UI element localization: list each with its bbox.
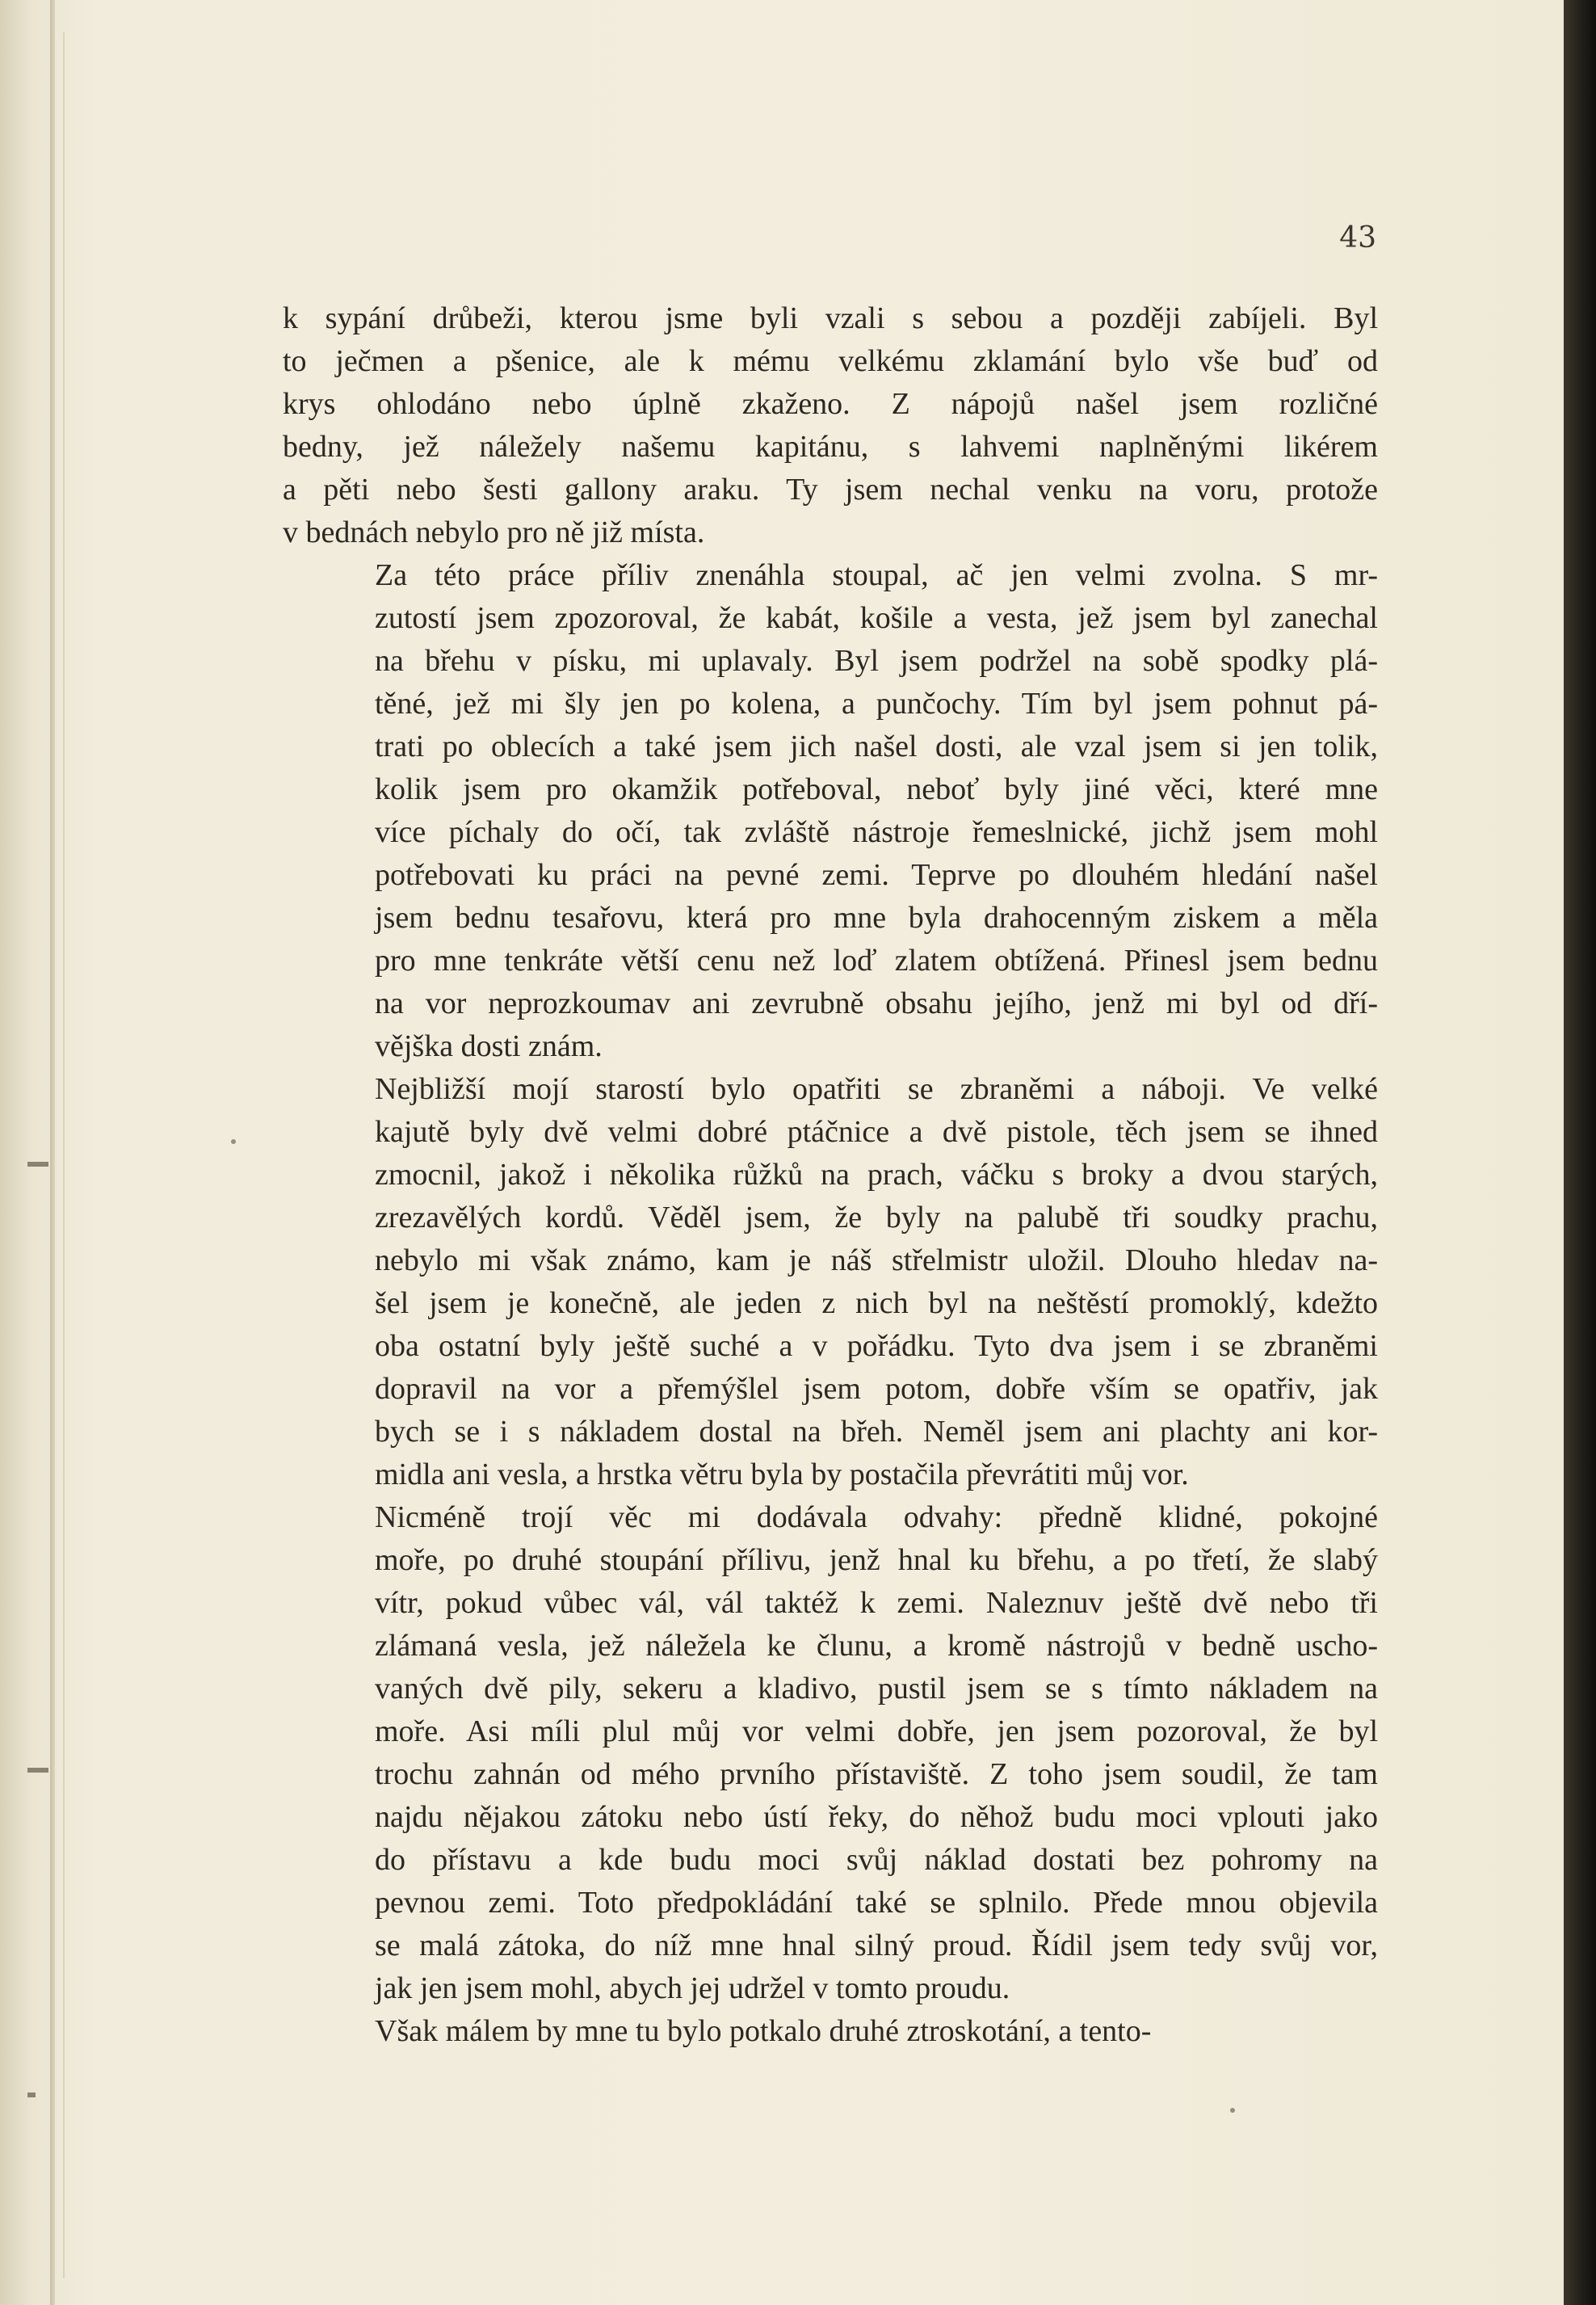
text-line: zutostí jsem zpozoroval, že kabát, košile a vesta, jež jsem byl zanechal [375, 601, 1378, 635]
text-line: dopravil na vor a přemýšlel jsem potom, dobře vším se opatřiv, jak [375, 1372, 1378, 1406]
text-line: vaných dvě pily, sekeru a kladivo, pustil jsem se s tímto nákladem na [375, 1672, 1378, 1706]
text-line: do přístavu a kde budu moci svůj náklad dostati bez pohromy na [375, 1843, 1378, 1877]
paragraph [283, 1496, 1378, 2010]
text-line: Však málem by mne tu bylo potkalo druhé ztroskotání, a tento- [375, 2014, 1152, 2048]
text-line: bych se i s nákladem dostal na břeh. Neměl jsem ani plachty ani kor- [375, 1415, 1378, 1449]
text-line: potřebovati ku práci na pevné zemi. Teprve po dlouhém hledání našel [375, 858, 1378, 892]
text-line: moře. Asi míli plul můj vor velmi dobře, jen jsem pozoroval, že byl [375, 1714, 1378, 1748]
text-line: se malá zátoka, do níž mne hnal silný proud. Řídil jsem tedy svůj vor, [375, 1929, 1378, 1962]
text-line: moře, po druhé stoupání přílivu, jenž hnal ku břehu, a po třetí, že slabý [375, 1543, 1378, 1577]
text-line: v bednách nebylo pro ně již místa. [283, 515, 705, 549]
text-line: zmocnil, jakož i několika růžků na prach, váčku s broky a dvou starých, [375, 1158, 1378, 1192]
margin-mark [27, 1768, 48, 1773]
margin-mark [27, 1162, 48, 1167]
scan-edge-shadow [1564, 0, 1596, 2305]
text-line: jak jen jsem mohl, abych jej udržel v tomto proudu. [375, 1971, 1010, 2005]
text-line: krys ohlodáno nebo úplně zkaženo. Z nápojů našel jsem rozličné [283, 387, 1378, 421]
text-line: těné, jež mi šly jen po kolena, a punčochy. Tím byl jsem pohnut pá- [375, 687, 1378, 721]
text-line: zrezavělých kordů. Věděl jsem, že byly na palubě tři soudky prachu, [375, 1201, 1378, 1235]
text-line: trati po oblecích a také jsem jich našel dosti, ale vzal jsem si jen tolik, [375, 730, 1378, 763]
text-line: vítr, pokud vůbec vál, vál taktéž k zemi. Naleznuv ještě dvě nebo tři [375, 1586, 1378, 1620]
text-line: midla ani vesla, a hrstka větru byla by postačila převrátiti můj vor. [375, 1457, 1189, 1491]
text-line: k sypání drůbeži, kterou jsme byli vzali s sebou a později zabíjeli. Byl [283, 301, 1378, 335]
text-line: více píchaly do očí, tak zvláště nástroje řemeslnické, jichž jsem mohl [375, 815, 1378, 849]
body-text [283, 297, 1378, 2053]
paragraph [283, 297, 1378, 554]
text-line: na vor neprozkoumav ani zevrubně obsahu jejího, jenž mi byl od dří- [375, 986, 1378, 1020]
text-line: zlámaná vesla, jež náležela ke člunu, a kromě nástrojů v bedně uscho- [375, 1629, 1378, 1663]
text-line: jsem bednu tesařovu, která pro mne byla drahocenným ziskem a měla [375, 901, 1378, 935]
text-line: to ječmen a pšenice, ale k mému velkému zklamání bylo vše buď od [283, 344, 1378, 378]
text-line: Za této práce příliv znenáhla stoupal, ač jen velmi zvolna. S mr- [375, 558, 1378, 592]
text-line: Nicméně trojí věc mi dodávala odvahy: předně klidné, pokojné [375, 1500, 1378, 1534]
paragraph [283, 1068, 1378, 1496]
text-line: pevnou zemi. Toto předpokládání také se splnilo. Přede mnou objevila [375, 1886, 1378, 1920]
text-line: bedny, jež náležely našemu kapitánu, s lahvemi naplněnými likérem [283, 430, 1378, 464]
text-line: trochu zahnán od mého prvního přístaviště. Z toho jsem soudil, že tam [375, 1757, 1378, 1791]
text-line: vějška dosti znám. [375, 1029, 603, 1063]
binding-gutter [50, 0, 55, 2305]
binding-fold-line [63, 32, 65, 2278]
paper-speck [231, 1139, 236, 1144]
text-line: Nejbližší mojí starostí bylo opatřiti se zbraněmi a náboji. Ve velké [375, 1072, 1378, 1106]
page-number: 43 [1339, 221, 1376, 254]
text-line: nebylo mi však známo, kam je náš střelmistr uložil. Dlouho hledav na- [375, 1243, 1378, 1277]
paragraph [283, 554, 1378, 1068]
text-line: kolik jsem pro okamžik potřeboval, neboť byly jiné věci, které mne [375, 772, 1378, 806]
text-line: kajutě byly dvě velmi dobré ptáčnice a dvě pistole, těch jsem se ihned [375, 1115, 1378, 1149]
text-line: najdu nějakou zátoku nebo ústí řeky, do něhož budu moci vplouti jako [375, 1800, 1378, 1834]
margin-mark [27, 2093, 36, 2097]
text-line: šel jsem je konečně, ale jeden z nich byl na neštěstí promoklý, kdežto [375, 1286, 1378, 1320]
paragraph [283, 2010, 1378, 2053]
text-line: a pěti nebo šesti gallony araku. Ty jsem nechal venku na voru, protože [283, 473, 1378, 507]
text-line: pro mne tenkráte větší cenu než loď zlatem obtížená. Přinesl jsem bednu [375, 944, 1378, 978]
text-line: oba ostatní byly ještě suché a v pořádku. Tyto dva jsem i se zbraněmi [375, 1329, 1378, 1363]
paper-speck [1230, 2108, 1235, 2113]
text-line: na břehu v písku, mi uplavaly. Byl jsem podržel na sobě spodky plá- [375, 644, 1378, 678]
